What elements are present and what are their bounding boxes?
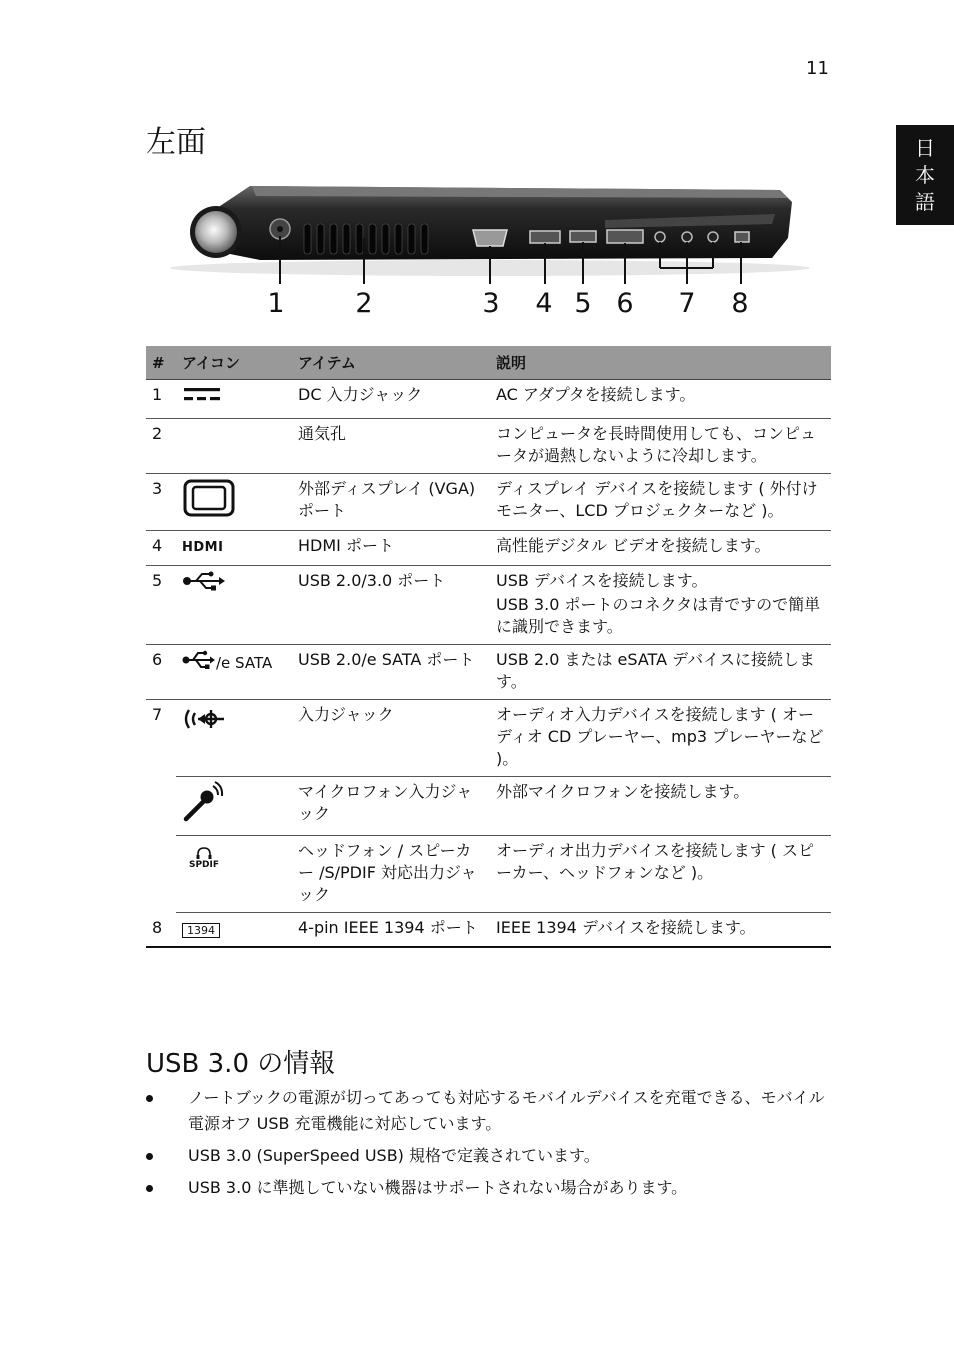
row-description bbox=[490, 474, 831, 531]
table-header-cell: アイコン bbox=[176, 346, 292, 380]
callout-number: 5 bbox=[574, 288, 592, 319]
table-row bbox=[146, 531, 831, 566]
table-row bbox=[146, 419, 831, 474]
row-item: 4-pin IEEE 1394 ポート bbox=[292, 913, 490, 948]
callout-number: 8 bbox=[731, 288, 749, 319]
table-header-cell: アイテム bbox=[292, 346, 490, 380]
row-icon-cell bbox=[176, 380, 292, 419]
row-number: 4 bbox=[146, 531, 176, 566]
bullet-icon bbox=[146, 1095, 153, 1102]
bullet-icon bbox=[146, 1185, 153, 1192]
language-tab-char: 本 bbox=[915, 162, 935, 187]
callout-number: 6 bbox=[616, 288, 634, 319]
usb-icon bbox=[182, 570, 226, 598]
spdif-label: SPDIF bbox=[188, 860, 220, 870]
dc-in-icon bbox=[182, 384, 222, 412]
row-number bbox=[146, 777, 176, 836]
row-item: 外部ディスプレイ (VGA) ポート bbox=[292, 474, 490, 531]
list-item-text: USB 3.0 (SuperSpeed USB) 規格で定義されています。 bbox=[188, 1146, 600, 1165]
table-row bbox=[146, 913, 831, 948]
hdmi-icon: HDMI bbox=[182, 540, 224, 555]
list-item bbox=[146, 1143, 826, 1169]
row-item: ヘッドフォン / スピーカー /S/PDIF 対応出力ジャック bbox=[292, 836, 490, 913]
language-tab-char: 日 bbox=[915, 135, 935, 160]
row-description bbox=[490, 700, 831, 777]
row-description bbox=[490, 531, 831, 566]
laptop-left-side-illustration bbox=[160, 176, 810, 326]
language-tab bbox=[896, 125, 954, 225]
page-number: 11 bbox=[806, 58, 829, 79]
description-line: オーディオ出力デバイスを接続します ( スピーカー、ヘッドフォンなど )。 bbox=[496, 841, 815, 882]
callout-number: 7 bbox=[678, 288, 696, 319]
usb-esata-icon-label: /e SATA bbox=[216, 654, 273, 672]
usb-esata-icon bbox=[182, 649, 216, 677]
callout-number: 2 bbox=[355, 288, 373, 319]
row-icon-cell bbox=[176, 474, 292, 531]
vga-monitor-icon bbox=[182, 478, 236, 524]
description-line: 高性能デジタル ビデオを接続します。 bbox=[496, 536, 771, 555]
row-number: 2 bbox=[146, 419, 176, 474]
row-description bbox=[490, 913, 831, 948]
description-line: コンピュータを長時間使用しても、コンピュータが過熱しないように冷却します。 bbox=[496, 424, 817, 465]
row-item: マイクロフォン入力ジャック bbox=[292, 777, 490, 836]
callout-number: 4 bbox=[535, 288, 553, 319]
description-line: 外部マイクロフォンを接続します。 bbox=[496, 782, 750, 801]
list-item-text: ノートブックの電源が切ってあっても対応するモバイルデバイスを充電できる、モバイル電源オフ USB 充電機能に対応しています。 bbox=[188, 1088, 825, 1133]
table-header-cell: # bbox=[146, 346, 176, 380]
description-line: USB デバイスを接続します。 bbox=[496, 571, 708, 590]
row-description bbox=[490, 380, 831, 419]
microphone-icon bbox=[182, 781, 226, 829]
table-row bbox=[146, 380, 831, 419]
audio-line-in-icon bbox=[182, 704, 226, 740]
description-line: オーディオ入力デバイスを接続します ( オーディオ CD プレーヤー、mp3 プレーヤーなど )。 bbox=[496, 705, 824, 768]
row-description bbox=[490, 777, 831, 836]
port-spec-table bbox=[146, 346, 831, 948]
table-header-row bbox=[146, 346, 831, 380]
row-item: USB 2.0/3.0 ポート bbox=[292, 566, 490, 645]
row-item: DC 入力ジャック bbox=[292, 380, 490, 419]
row-item: HDMI ポート bbox=[292, 531, 490, 566]
row-description bbox=[490, 419, 831, 474]
description-line: AC アダプタを接続します。 bbox=[496, 385, 696, 404]
row-number bbox=[146, 836, 176, 913]
row-number: 8 bbox=[146, 913, 176, 948]
table-row bbox=[146, 474, 831, 531]
table-row bbox=[146, 836, 831, 913]
row-icon-cell bbox=[176, 645, 292, 700]
row-description bbox=[490, 566, 831, 645]
table-row bbox=[146, 566, 831, 645]
row-number: 7 bbox=[152, 705, 163, 724]
description-line: USB 2.0 または eSATA デバイスに接続します。 bbox=[496, 650, 815, 691]
language-tab-char: 語 bbox=[915, 189, 935, 214]
list-item-text: USB 3.0 に準拠していない機器はサポートされない場合があります。 bbox=[188, 1178, 688, 1197]
row-description bbox=[490, 836, 831, 913]
bullet-icon bbox=[146, 1153, 153, 1160]
table-row bbox=[146, 645, 831, 700]
row-description bbox=[490, 645, 831, 700]
row-number: 1 bbox=[146, 380, 176, 419]
callout-number: 1 bbox=[267, 288, 285, 319]
list-item bbox=[146, 1175, 826, 1201]
usb-info-list bbox=[146, 1085, 826, 1207]
ieee1394-icon: 1394 bbox=[182, 923, 220, 938]
row-number: 5 bbox=[146, 566, 176, 645]
row-number: 3 bbox=[146, 474, 176, 531]
row-item: 通気孔 bbox=[292, 419, 490, 474]
usb-section-title: USB 3.0 の情報 bbox=[146, 1049, 336, 1079]
list-item bbox=[146, 1085, 826, 1137]
headphone-spdif-icon bbox=[182, 846, 226, 870]
row-icon-cell bbox=[176, 913, 292, 948]
description-line: IEEE 1394 デバイスを接続します。 bbox=[496, 918, 756, 937]
description-line: USB 3.0 ポートのコネクタは青ですので簡単に識別できます。 bbox=[496, 595, 821, 636]
description-line: ディスプレイ デバイスを接続します ( 外付けモニター、LCD プロジェクターなど )。 bbox=[496, 479, 818, 520]
table-row bbox=[146, 777, 831, 836]
table-header-cell: 説明 bbox=[490, 346, 831, 380]
row-icon-cell bbox=[176, 700, 292, 777]
callout-number: 3 bbox=[482, 288, 500, 319]
row-item: USB 2.0/e SATA ポート bbox=[292, 645, 490, 700]
row-icon-cell bbox=[176, 777, 292, 836]
table-row bbox=[146, 700, 831, 777]
row-icon-cell bbox=[176, 531, 292, 566]
row-number: 6 bbox=[146, 645, 176, 700]
row-icon-cell bbox=[176, 419, 292, 474]
row-icon-cell bbox=[176, 566, 292, 645]
row-item: 入力ジャック bbox=[292, 700, 490, 777]
row-icon-cell bbox=[176, 836, 292, 913]
section-title: 左面 bbox=[146, 125, 206, 160]
